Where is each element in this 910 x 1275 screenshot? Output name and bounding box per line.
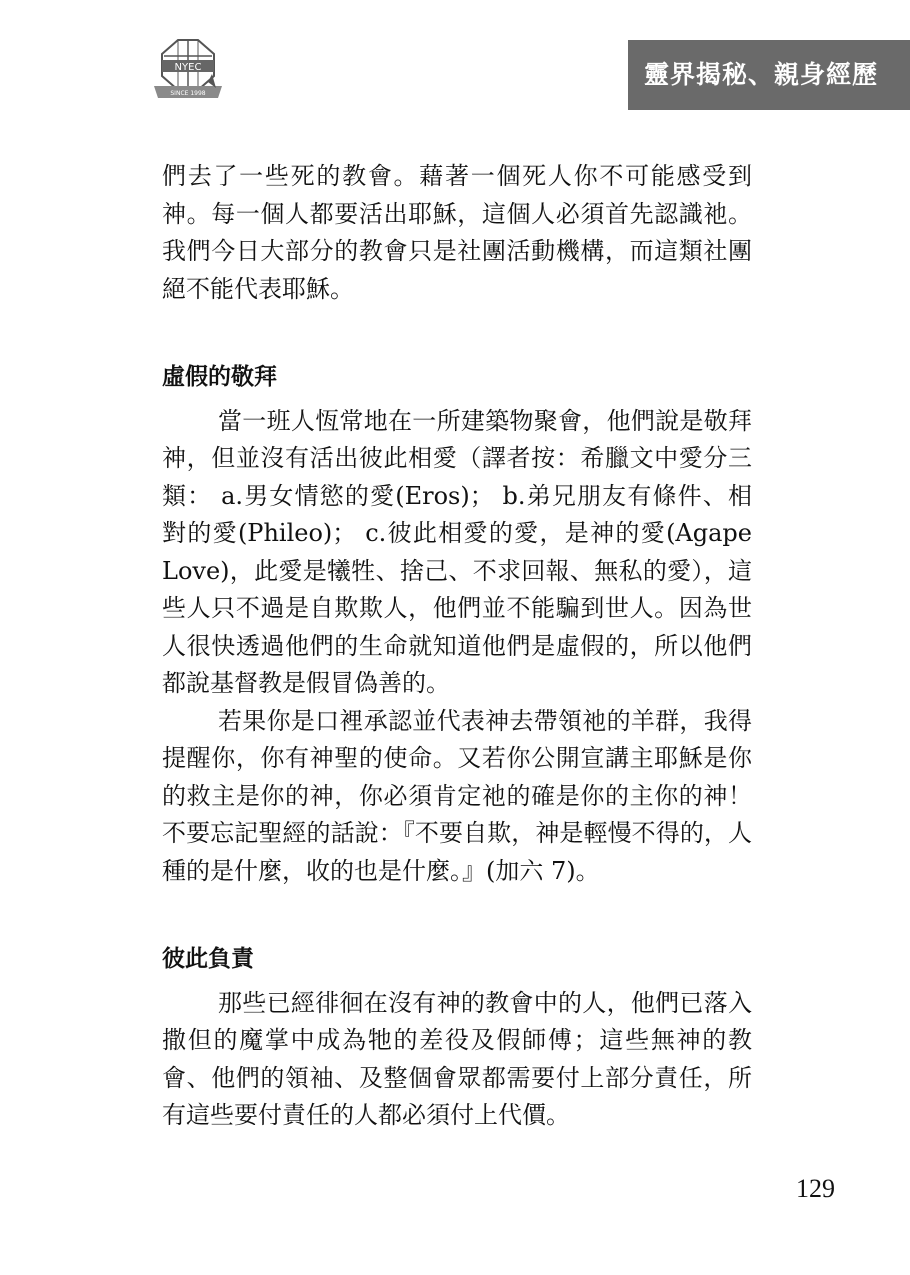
nyec-logo-icon — [148, 36, 228, 106]
page-content — [162, 158, 752, 1135]
body-paragraph: 那些已經徘徊在沒有神的教會中的人，他們已落入撒但的魔掌中成為牠的差役及假師傅；這些無神的教會、他們的領袖、及整個會眾都需要付上部分責任，所有這些要付責任的人都必須付上代價。 — [162, 988, 752, 1129]
body-paragraph: 們去了一些死的教會。藉著一個死人你不可能感受到神。每一個人都要活出耶穌，這個人必須首先認識祂。我們今日大部分的教會只是社團活動機構，而這類社團絕不能代表耶穌。 — [162, 162, 752, 303]
section-heading-accountability: 彼此負責 — [162, 946, 254, 972]
chapter-title-banner: 靈界揭秘、親身經歷 — [628, 40, 910, 110]
nyec-logo — [148, 36, 228, 106]
body-paragraph: 若果你是口裡承認並代表神去帶領祂的羊群，我得提醒你，你有神聖的使命。又若你公開宣講主耶穌是你的救主是你的神，你必須肯定祂的確是你的主你的神！不要忘記聖經的話說：『不要自欺，神是輕慢不得的，人種的是什麼，收的也是什麼。』(加六 7)。 — [162, 706, 752, 885]
logo-ribbon-text: SINCE 1998 — [170, 90, 206, 97]
page-number: 129 — [796, 1174, 835, 1203]
section-heading-false-worship: 虛假的敬拜 — [162, 364, 277, 390]
body-paragraph: 當一班人恆常地在一所建築物聚會，他們說是敬拜神，但並沒有活出彼此相愛（譯者按：希臘文中愛分三類： a.男女情慾的愛(Eros)； b.弟兄朋友有條件、相對的愛(Phileo)； c.彼此相愛的愛，是神的愛(Agape Love)，此愛是犧牲、捨己、不求回報、無私的愛），這些人只不過是自欺欺人，他們並不能騙到世人。因為世人很快透過他們的生命就知道他們是虛假的，所以他們都說基督教是假冒偽善的。 — [162, 406, 752, 697]
logo-text: NYEC — [174, 62, 202, 73]
